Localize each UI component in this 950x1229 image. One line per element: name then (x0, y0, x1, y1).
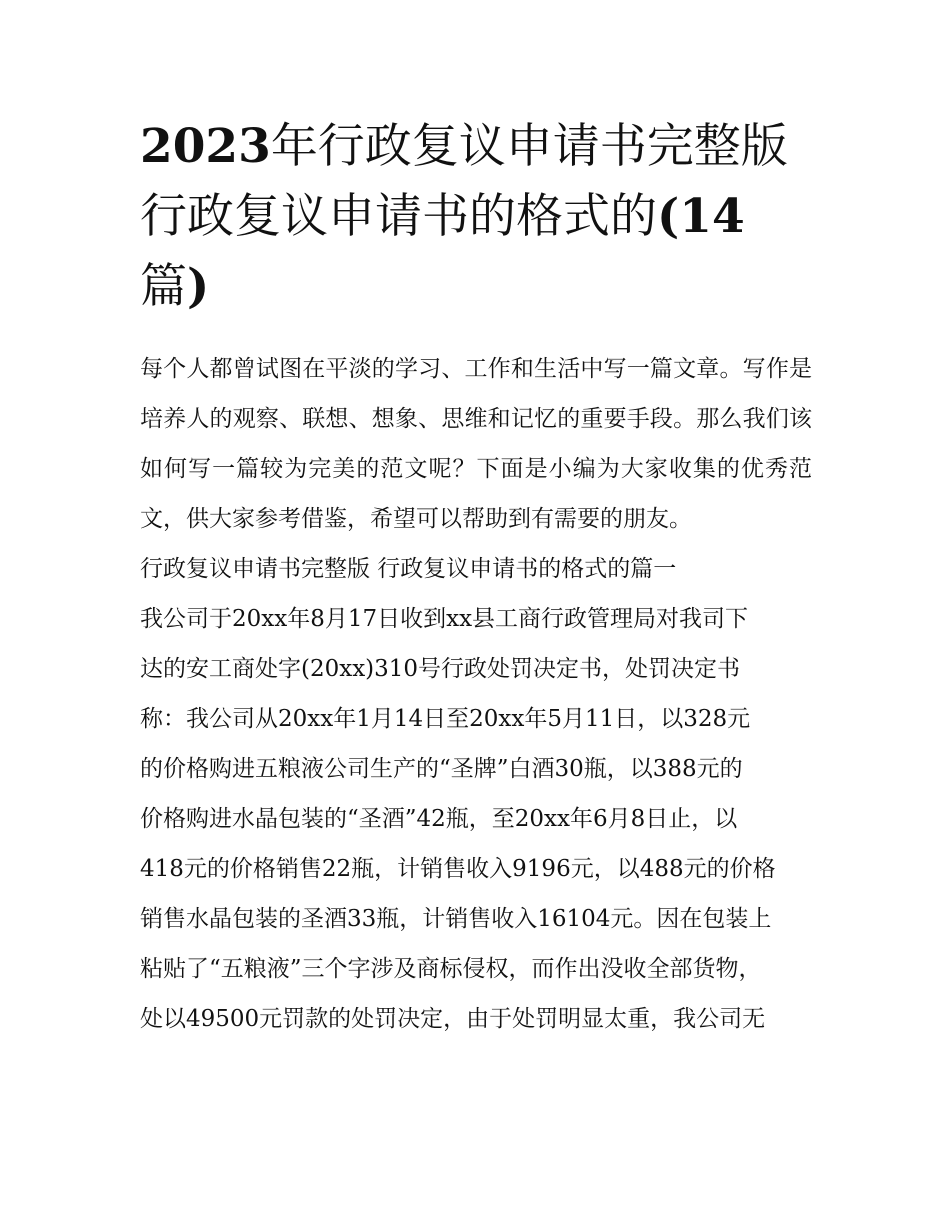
body-paragraph (140, 594, 812, 1044)
body-line: 处以49500元罚款的处罚决定，由于处罚明显太重，我公司无 (140, 1006, 766, 1032)
title-line3-text: 篇 (140, 259, 187, 314)
title-line2-count: (14 (657, 189, 745, 244)
body-line: 的价格购进五粮液公司生产的“圣牌”白酒30瓶，以388元的 (140, 756, 743, 782)
title-line1-text: 年行政复议申请书完整版 (270, 119, 788, 174)
body-line: 418元的价格销售22瓶，计销售收入9196元，以488元的价格 (140, 856, 776, 882)
body-line: 称：我公司从20xx年1月14日至20xx年5月11日，以328元 (140, 706, 751, 732)
document-page (140, 112, 812, 1044)
title-line2-text: 行政复议申请书的格式的 (140, 189, 657, 244)
body-line: 销售水晶包装的圣酒33瓶，计销售收入16104元。因在包装上 (140, 906, 772, 932)
body-line: 价格购进水晶包装的“圣酒”42瓶，至20xx年6月8日止，以 (140, 806, 738, 832)
title-line3-paren: ) (187, 259, 210, 314)
body-line: 达的安工商处字(20xx)310号行政处罚决定书，处罚决定书 (140, 656, 741, 682)
intro-paragraph: 每个人都曾试图在平淡的学习、工作和生活中写一篇文章。写作是培养人的观察、联想、想象、思维和记忆的重要手段。那么我们该如何写一篇较为完美的范文呢？下面是小编为大家收集的优秀范文，供大家参考借鉴，希望可以帮助到有需要的朋友。 (140, 356, 812, 532)
section-heading: 行政复议申请书完整版 行政复议申请书的格式的篇一 (140, 556, 677, 582)
body-line: 我公司于20xx年8月17日收到xx县工商行政管理局对我司下 (140, 606, 749, 632)
document-title (140, 112, 812, 322)
title-year: 2023 (140, 119, 271, 174)
body-line: 粘贴了“五粮液”三个字涉及商标侵权，而作出没收全部货物， (140, 956, 762, 982)
